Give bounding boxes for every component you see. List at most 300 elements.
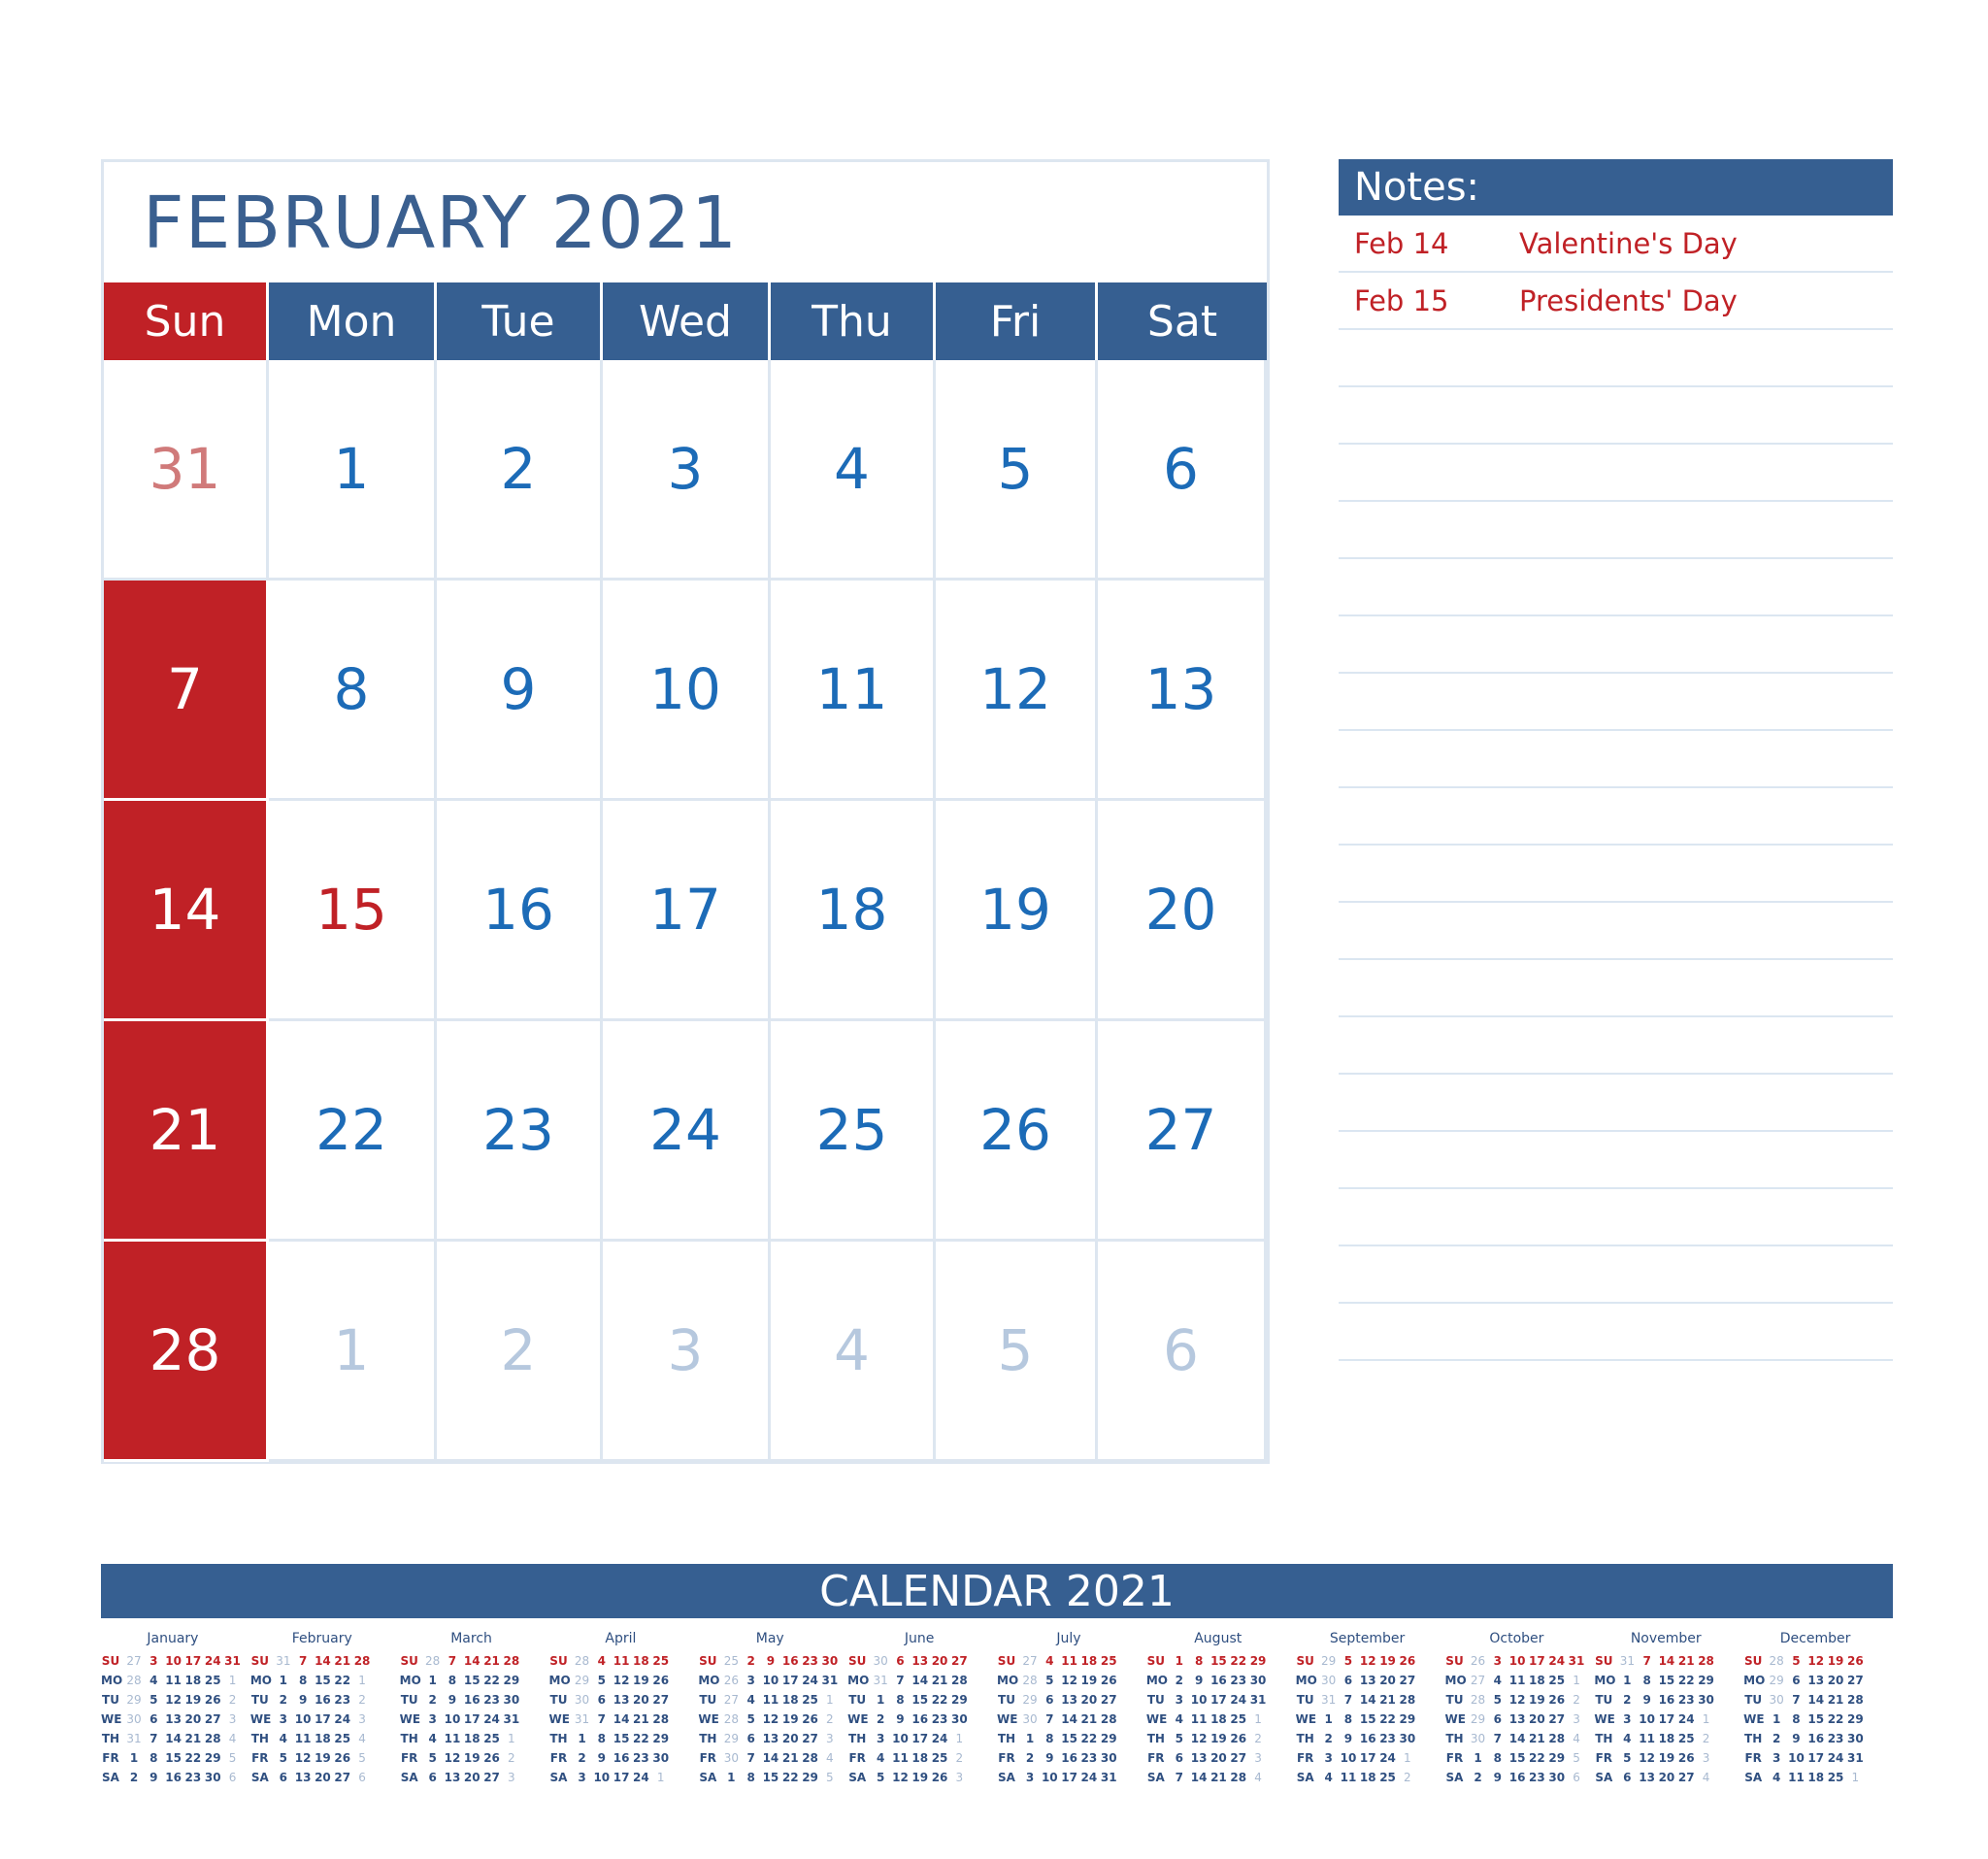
mini-day-label: SA bbox=[102, 1771, 119, 1784]
mini-week-row bbox=[1296, 1712, 1440, 1731]
mini-day: 14 bbox=[1658, 1654, 1675, 1668]
mini-day: 27 bbox=[1100, 1693, 1117, 1707]
mini-day: 9 bbox=[298, 1693, 308, 1707]
mini-day: 12 bbox=[294, 1751, 312, 1765]
mini-week-row bbox=[549, 1732, 693, 1750]
mini-day: 25 bbox=[652, 1654, 670, 1668]
mini-day: 16 bbox=[315, 1693, 331, 1707]
mini-day-label: SU bbox=[847, 1654, 867, 1668]
mini-week-row bbox=[997, 1771, 1141, 1789]
mini-day: 25 bbox=[1548, 1674, 1566, 1687]
mini-day: 21 bbox=[1379, 1693, 1396, 1707]
mini-day-label: MO bbox=[698, 1674, 720, 1687]
mini-day: 3 bbox=[228, 1712, 237, 1726]
mini-day: 21 bbox=[1529, 1732, 1545, 1745]
mini-day: 16 bbox=[165, 1771, 182, 1784]
note-date: Feb 15 bbox=[1354, 284, 1449, 317]
mini-day-label: TU bbox=[1744, 1693, 1763, 1707]
mini-day: 10 bbox=[593, 1771, 611, 1784]
mini-day: 12 bbox=[444, 1751, 461, 1765]
mini-week-row bbox=[698, 1712, 842, 1731]
weekday-fri: Fri bbox=[936, 282, 1095, 360]
mini-week-row bbox=[400, 1693, 544, 1711]
mini-week-row bbox=[698, 1654, 842, 1673]
mini-week-row bbox=[400, 1771, 544, 1789]
year-calendar-title: CALENDAR 2021 bbox=[101, 1564, 1893, 1618]
mini-day: 1 bbox=[1175, 1654, 1183, 1668]
mini-day: 28 bbox=[1698, 1654, 1714, 1668]
mini-day: 4 bbox=[1623, 1732, 1632, 1745]
mini-day: 30 bbox=[1249, 1674, 1267, 1687]
mini-day-label: MO bbox=[847, 1674, 870, 1687]
mini-day: 21 bbox=[1210, 1771, 1227, 1784]
mini-day: 20 bbox=[1658, 1771, 1675, 1784]
mini-day: 23 bbox=[802, 1654, 818, 1668]
mini-week-row bbox=[101, 1693, 245, 1711]
mini-day: 24 bbox=[1548, 1654, 1566, 1668]
mini-day: 4 bbox=[746, 1693, 755, 1707]
mini-day-label: SU bbox=[101, 1654, 120, 1668]
day-cell: 23 bbox=[437, 1021, 603, 1242]
day-cell: 22 bbox=[269, 1021, 437, 1242]
mini-day: 2 bbox=[1474, 1771, 1482, 1784]
day-cell: 13 bbox=[1098, 581, 1267, 801]
mini-day-label: SU bbox=[250, 1654, 270, 1668]
mini-day: 4 bbox=[1493, 1674, 1502, 1687]
mini-day: 27 bbox=[334, 1771, 351, 1784]
mini-day: 5 bbox=[876, 1771, 885, 1784]
day-cell: 26 bbox=[936, 1021, 1098, 1242]
mini-day: 26 bbox=[334, 1751, 351, 1765]
mini-day: 12 bbox=[1508, 1693, 1526, 1707]
mini-day: 3 bbox=[1175, 1693, 1183, 1707]
mini-day: 23 bbox=[1827, 1732, 1844, 1745]
mini-day-label: SA bbox=[1146, 1771, 1165, 1784]
mini-day: 27 bbox=[1022, 1654, 1038, 1668]
mini-day: 16 bbox=[613, 1751, 630, 1765]
day-cell: 6 bbox=[1098, 1242, 1267, 1462]
mini-day-label: SU bbox=[1146, 1654, 1166, 1668]
month-calendar bbox=[101, 159, 1270, 1464]
day-cell: 14 bbox=[104, 801, 269, 1021]
mini-day: 20 bbox=[315, 1771, 331, 1784]
mini-day-label: SA bbox=[1296, 1771, 1314, 1784]
mini-week-row bbox=[400, 1732, 544, 1750]
mini-day: 1 bbox=[1573, 1674, 1580, 1687]
mini-day: 31 bbox=[1847, 1751, 1864, 1765]
mini-day: 3 bbox=[1573, 1712, 1580, 1726]
mini-day: 20 bbox=[633, 1693, 649, 1707]
mini-day-label: TH bbox=[1296, 1732, 1314, 1745]
mini-day: 31 bbox=[276, 1654, 291, 1668]
mini-day: 11 bbox=[1061, 1654, 1077, 1668]
mini-week-row bbox=[1146, 1674, 1290, 1692]
mini-day: 2 bbox=[876, 1712, 885, 1726]
mini-week-row bbox=[101, 1771, 245, 1789]
mini-day-label: MO bbox=[1295, 1674, 1317, 1687]
mini-day: 30 bbox=[1470, 1732, 1486, 1745]
mini-day: 31 bbox=[873, 1674, 888, 1687]
mini-day: 6 bbox=[1343, 1674, 1353, 1687]
mini-week-row bbox=[1594, 1654, 1738, 1673]
mini-day: 10 bbox=[762, 1674, 779, 1687]
mini-day: 23 bbox=[334, 1693, 351, 1707]
mini-day-label: WE bbox=[1444, 1712, 1466, 1726]
mini-day: 7 bbox=[896, 1674, 905, 1687]
mini-day-label: SA bbox=[250, 1771, 269, 1784]
day-cell: 6 bbox=[1098, 360, 1267, 581]
mini-day: 2 bbox=[1404, 1771, 1411, 1784]
day-cell: 16 bbox=[437, 801, 603, 1021]
mini-day: 10 bbox=[1508, 1654, 1526, 1668]
mini-day-label: TU bbox=[998, 1693, 1015, 1707]
mini-day-label: TH bbox=[1146, 1732, 1165, 1745]
mini-day: 26 bbox=[1470, 1654, 1486, 1668]
mini-day: 15 bbox=[315, 1674, 331, 1687]
day-cell: 27 bbox=[1098, 1021, 1267, 1242]
mini-day-label: SA bbox=[549, 1771, 568, 1784]
mini-day: 25 bbox=[1379, 1771, 1396, 1784]
mini-day-label: TH bbox=[997, 1732, 1016, 1745]
mini-day: 15 bbox=[613, 1732, 630, 1745]
mini-day: 2 bbox=[1702, 1732, 1710, 1745]
mini-day: 28 bbox=[951, 1674, 968, 1687]
mini-day: 28 bbox=[1847, 1693, 1864, 1707]
mini-day: 29 bbox=[1769, 1674, 1784, 1687]
mini-day: 7 bbox=[1343, 1693, 1353, 1707]
mini-day: 4 bbox=[1772, 1771, 1781, 1784]
mini-day-label: TU bbox=[1445, 1693, 1464, 1707]
mini-day-label: FR bbox=[1147, 1751, 1165, 1765]
mini-week-row bbox=[847, 1693, 991, 1711]
mini-day: 29 bbox=[802, 1771, 818, 1784]
mini-day: 30 bbox=[1769, 1693, 1784, 1707]
mini-day: 15 bbox=[1508, 1751, 1526, 1765]
mini-day: 22 bbox=[184, 1751, 202, 1765]
mini-day-label: FR bbox=[1445, 1751, 1464, 1765]
mini-day: 2 bbox=[228, 1693, 237, 1707]
mini-day: 27 bbox=[483, 1771, 500, 1784]
mini-week-row bbox=[1445, 1712, 1589, 1731]
mini-day: 30 bbox=[503, 1693, 520, 1707]
mini-day-label: WE bbox=[1743, 1712, 1765, 1726]
mini-day: 1 bbox=[727, 1771, 736, 1784]
mini-day: 8 bbox=[1642, 1674, 1651, 1687]
mini-day: 1 bbox=[578, 1732, 586, 1745]
mini-day: 4 bbox=[1324, 1771, 1333, 1784]
mini-day: 19 bbox=[633, 1674, 649, 1687]
mini-month-name: August bbox=[1194, 1631, 1242, 1646]
mini-day-label: SU bbox=[1595, 1654, 1613, 1668]
mini-day: 27 bbox=[652, 1693, 670, 1707]
mini-day: 20 bbox=[1210, 1751, 1227, 1765]
day-cell: 31 bbox=[104, 360, 269, 581]
mini-week-row bbox=[250, 1751, 394, 1770]
mini-month-name: January bbox=[147, 1631, 199, 1646]
mini-week-row bbox=[250, 1712, 394, 1731]
mini-day-label: SA bbox=[1595, 1771, 1613, 1784]
mini-day-label: TH bbox=[699, 1732, 717, 1745]
day-cell: 11 bbox=[771, 581, 936, 801]
mini-day-label: WE bbox=[847, 1712, 869, 1726]
mini-day: 28 bbox=[1100, 1712, 1117, 1726]
mini-day: 5 bbox=[1573, 1751, 1580, 1765]
mini-week-row bbox=[1445, 1751, 1589, 1770]
mini-day: 21 bbox=[1677, 1654, 1695, 1668]
mini-day: 24 bbox=[633, 1771, 649, 1784]
mini-day-label: TU bbox=[848, 1693, 867, 1707]
mini-day: 6 bbox=[1175, 1751, 1183, 1765]
mini-week-row bbox=[1296, 1771, 1440, 1789]
mini-day: 6 bbox=[149, 1712, 158, 1726]
mini-day: 11 bbox=[444, 1732, 461, 1745]
day-cell: 8 bbox=[269, 581, 437, 801]
weekday-wed: Wed bbox=[603, 282, 768, 360]
mini-day: 2 bbox=[508, 1751, 515, 1765]
mini-day: 7 bbox=[1642, 1654, 1651, 1668]
mini-day: 11 bbox=[1639, 1732, 1655, 1745]
mini-day: 27 bbox=[1548, 1712, 1566, 1726]
weekday-sun: Sun bbox=[104, 282, 266, 360]
mini-day: 3 bbox=[1493, 1654, 1502, 1668]
mini-day: 21 bbox=[184, 1732, 202, 1745]
day-cell: 3 bbox=[603, 360, 771, 581]
mini-day-label: MO bbox=[548, 1674, 571, 1687]
mini-day: 17 bbox=[315, 1712, 331, 1726]
mini-day-label: WE bbox=[101, 1712, 122, 1726]
mini-day: 1 bbox=[228, 1674, 237, 1687]
mini-day: 13 bbox=[294, 1771, 312, 1784]
mini-day: 7 bbox=[298, 1654, 308, 1668]
mini-week-row bbox=[1594, 1674, 1738, 1692]
mini-day: 6 bbox=[428, 1771, 437, 1784]
mini-day: 31 bbox=[503, 1712, 520, 1726]
mini-day-label: SU bbox=[699, 1654, 717, 1668]
mini-day: 11 bbox=[165, 1674, 182, 1687]
mini-week-row bbox=[997, 1674, 1141, 1692]
mini-week-row bbox=[997, 1712, 1141, 1731]
mini-day: 18 bbox=[1210, 1712, 1227, 1726]
mini-day: 30 bbox=[873, 1654, 888, 1668]
mini-month-name: March bbox=[450, 1631, 492, 1646]
mini-day: 26 bbox=[1548, 1693, 1566, 1707]
mini-day: 11 bbox=[892, 1751, 909, 1765]
mini-day-label: TU bbox=[1595, 1693, 1613, 1707]
mini-day: 24 bbox=[931, 1732, 948, 1745]
mini-day: 1 bbox=[826, 1693, 834, 1707]
mini-day: 3 bbox=[149, 1654, 158, 1668]
mini-day-label: SU bbox=[997, 1654, 1016, 1668]
mini-day: 1 bbox=[1324, 1712, 1333, 1726]
mini-day: 19 bbox=[184, 1693, 202, 1707]
mini-day: 13 bbox=[1807, 1674, 1825, 1687]
note-line bbox=[1339, 846, 1893, 903]
mini-day: 8 bbox=[896, 1693, 905, 1707]
mini-day: 26 bbox=[1399, 1654, 1416, 1668]
mini-day: 24 bbox=[802, 1674, 818, 1687]
mini-day: 4 bbox=[826, 1751, 834, 1765]
mini-day: 9 bbox=[1493, 1771, 1502, 1784]
mini-day: 28 bbox=[126, 1674, 142, 1687]
mini-week-row bbox=[1146, 1732, 1290, 1750]
note-line bbox=[1339, 674, 1893, 731]
mini-day: 29 bbox=[1399, 1712, 1416, 1726]
mini-day: 24 bbox=[1080, 1771, 1098, 1784]
mini-day: 26 bbox=[483, 1751, 500, 1765]
mini-day: 2 bbox=[1175, 1674, 1183, 1687]
mini-day-label: SA bbox=[400, 1771, 418, 1784]
mini-day: 13 bbox=[1508, 1712, 1526, 1726]
mini-day-label: TH bbox=[250, 1732, 269, 1745]
mini-day: 14 bbox=[1359, 1693, 1376, 1707]
mini-day: 7 bbox=[597, 1712, 606, 1726]
mini-day: 3 bbox=[358, 1712, 366, 1726]
mini-day: 3 bbox=[1623, 1712, 1632, 1726]
mini-day-label: FR bbox=[699, 1751, 717, 1765]
mini-week-row bbox=[698, 1732, 842, 1750]
mini-day: 30 bbox=[821, 1654, 839, 1668]
mini-day: 22 bbox=[1529, 1751, 1545, 1765]
mini-day: 2 bbox=[129, 1771, 139, 1784]
mini-day: 10 bbox=[1639, 1712, 1655, 1726]
mini-day: 28 bbox=[204, 1732, 221, 1745]
mini-day: 3 bbox=[1025, 1771, 1035, 1784]
mini-day: 8 bbox=[1343, 1712, 1353, 1726]
mini-day: 14 bbox=[1508, 1732, 1526, 1745]
mini-day: 12 bbox=[1061, 1674, 1077, 1687]
mini-day: 18 bbox=[1807, 1771, 1825, 1784]
mini-week-row bbox=[1594, 1693, 1738, 1711]
day-cell: 4 bbox=[771, 1242, 936, 1462]
mini-day: 17 bbox=[463, 1712, 480, 1726]
mini-day: 28 bbox=[574, 1654, 590, 1668]
mini-day: 15 bbox=[762, 1771, 779, 1784]
mini-day: 6 bbox=[1792, 1674, 1801, 1687]
day-cell: 9 bbox=[437, 581, 603, 801]
mini-day: 14 bbox=[463, 1654, 480, 1668]
mini-day: 14 bbox=[762, 1751, 779, 1765]
mini-day: 20 bbox=[1379, 1674, 1396, 1687]
mini-day: 6 bbox=[1623, 1771, 1632, 1784]
mini-week-row bbox=[1594, 1771, 1738, 1789]
mini-day: 18 bbox=[1529, 1674, 1545, 1687]
mini-day: 16 bbox=[781, 1654, 799, 1668]
mini-day: 8 bbox=[597, 1732, 606, 1745]
mini-day: 2 bbox=[1324, 1732, 1333, 1745]
mini-day-label: TU bbox=[549, 1693, 568, 1707]
mini-week-row bbox=[847, 1674, 991, 1692]
mini-day: 10 bbox=[1041, 1771, 1058, 1784]
mini-day: 24 bbox=[1677, 1712, 1695, 1726]
mini-day: 23 bbox=[184, 1771, 202, 1784]
mini-day: 2 bbox=[955, 1751, 964, 1765]
mini-day: 29 bbox=[652, 1732, 670, 1745]
mini-day: 27 bbox=[951, 1654, 968, 1668]
mini-day: 11 bbox=[613, 1654, 630, 1668]
mini-day: 31 bbox=[1321, 1693, 1337, 1707]
mini-day: 15 bbox=[463, 1674, 480, 1687]
mini-day: 28 bbox=[802, 1751, 818, 1765]
mini-day: 1 bbox=[1623, 1674, 1632, 1687]
mini-day: 1 bbox=[1851, 1771, 1860, 1784]
mini-day: 25 bbox=[1677, 1732, 1695, 1745]
mini-week-row bbox=[400, 1654, 544, 1673]
mini-day: 5 bbox=[1623, 1751, 1632, 1765]
mini-day: 4 bbox=[1254, 1771, 1262, 1784]
mini-week-row bbox=[1445, 1771, 1589, 1789]
mini-month-name: November bbox=[1630, 1631, 1702, 1646]
note-line bbox=[1339, 731, 1893, 788]
note-line bbox=[1339, 1304, 1893, 1361]
day-cell: 25 bbox=[771, 1021, 936, 1242]
mini-day: 27 bbox=[204, 1712, 221, 1726]
mini-day: 10 bbox=[1788, 1751, 1805, 1765]
mini-week-row bbox=[1743, 1654, 1887, 1673]
mini-day: 6 bbox=[1045, 1693, 1054, 1707]
mini-day: 18 bbox=[184, 1674, 202, 1687]
mini-day: 15 bbox=[911, 1693, 929, 1707]
mini-day: 28 bbox=[353, 1654, 371, 1668]
day-cell: 5 bbox=[936, 1242, 1098, 1462]
mini-day: 22 bbox=[1230, 1654, 1247, 1668]
mini-day: 31 bbox=[126, 1732, 142, 1745]
mini-day: 1 bbox=[129, 1751, 139, 1765]
mini-day: 23 bbox=[1230, 1674, 1247, 1687]
day-cell: 12 bbox=[936, 581, 1098, 801]
mini-day: 11 bbox=[294, 1732, 312, 1745]
mini-day: 22 bbox=[1677, 1674, 1695, 1687]
day-cell: 3 bbox=[603, 1242, 771, 1462]
mini-day: 28 bbox=[1399, 1693, 1416, 1707]
mini-day: 13 bbox=[911, 1654, 929, 1668]
mini-day: 12 bbox=[613, 1674, 630, 1687]
mini-week-row bbox=[549, 1771, 693, 1789]
mini-week-row bbox=[250, 1674, 394, 1692]
mini-day: 5 bbox=[1343, 1654, 1353, 1668]
mini-day: 13 bbox=[1359, 1674, 1376, 1687]
note-line bbox=[1339, 387, 1893, 445]
mini-day-label: FR bbox=[400, 1751, 418, 1765]
mini-day: 29 bbox=[503, 1674, 520, 1687]
mini-day-label: TH bbox=[848, 1732, 867, 1745]
mini-day: 25 bbox=[802, 1693, 818, 1707]
mini-day: 19 bbox=[1080, 1674, 1098, 1687]
mini-day: 17 bbox=[1210, 1693, 1227, 1707]
mini-day: 26 bbox=[931, 1771, 948, 1784]
mini-day: 26 bbox=[723, 1674, 739, 1687]
mini-day: 26 bbox=[204, 1693, 221, 1707]
mini-day: 9 bbox=[149, 1771, 158, 1784]
mini-day: 6 bbox=[896, 1654, 905, 1668]
mini-day: 22 bbox=[1080, 1732, 1098, 1745]
mini-day: 14 bbox=[911, 1674, 929, 1687]
mini-day: 8 bbox=[1493, 1751, 1502, 1765]
mini-day-label: SU bbox=[549, 1654, 568, 1668]
mini-day: 17 bbox=[184, 1654, 202, 1668]
mini-day: 4 bbox=[428, 1732, 437, 1745]
mini-month-name: July bbox=[1056, 1631, 1081, 1646]
mini-day: 28 bbox=[1022, 1674, 1038, 1687]
mini-day: 2 bbox=[1254, 1732, 1262, 1745]
mini-day: 3 bbox=[508, 1771, 515, 1784]
mini-day: 12 bbox=[1190, 1732, 1208, 1745]
mini-day: 28 bbox=[1769, 1654, 1784, 1668]
mini-day: 28 bbox=[1230, 1771, 1247, 1784]
notes-panel bbox=[1339, 159, 1893, 1361]
day-cell: 24 bbox=[603, 1021, 771, 1242]
mini-day: 17 bbox=[1061, 1771, 1077, 1784]
day-cell: 18 bbox=[771, 801, 936, 1021]
